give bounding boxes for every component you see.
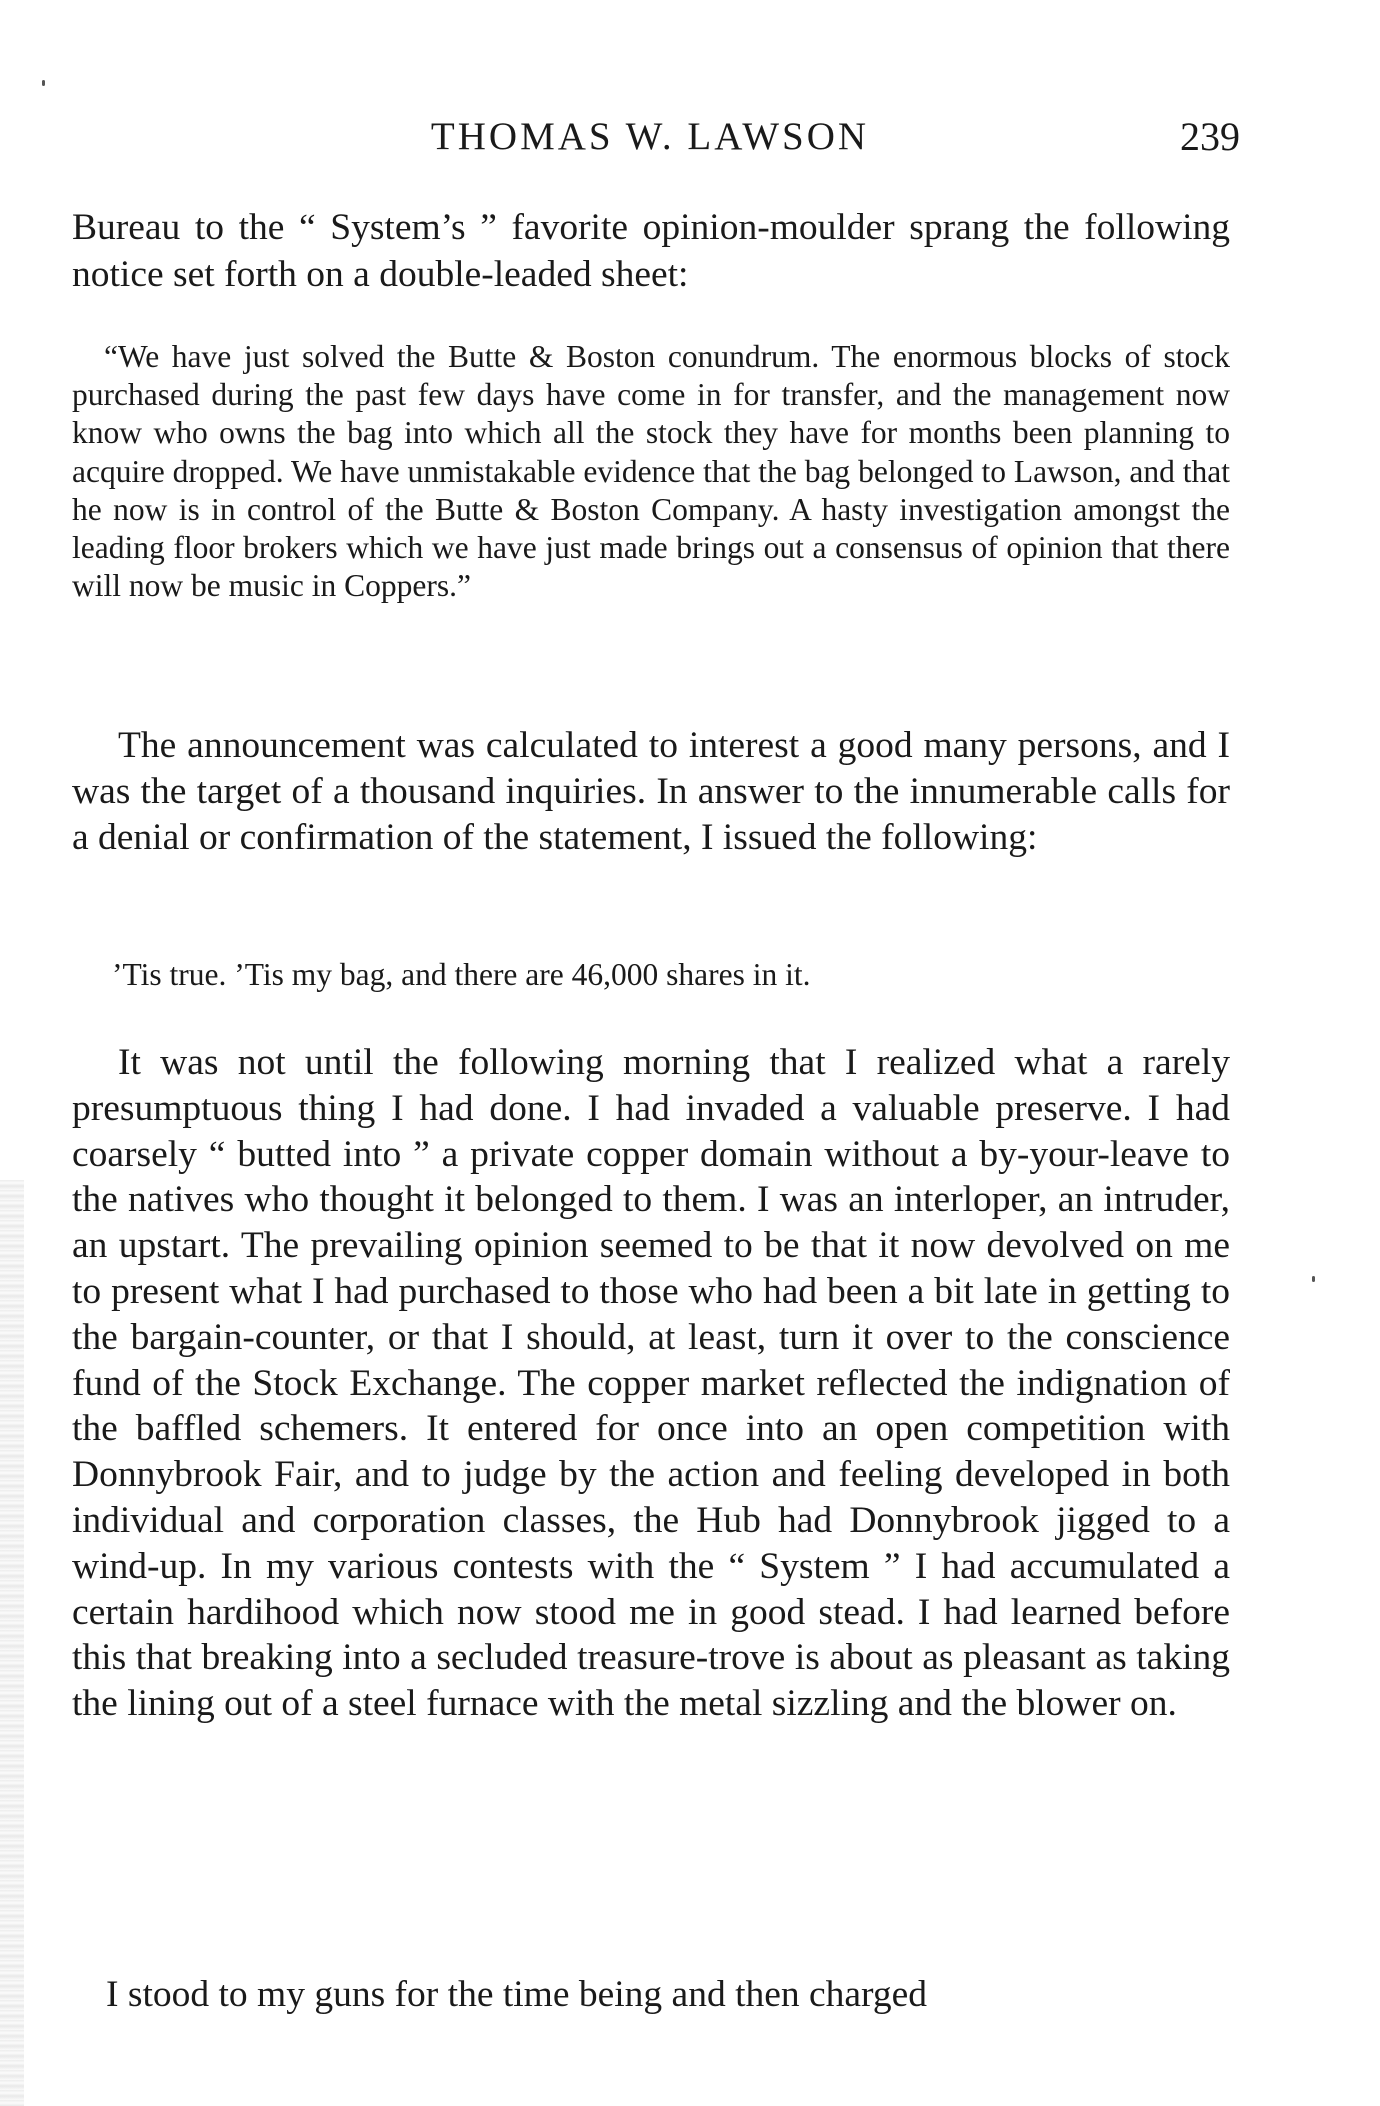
- ink-speck: [42, 80, 45, 86]
- paragraph-announcement: The announcement was calculated to interest a good many persons, and I was the target of a thousand inquiries. In answer to the innumerable calls for a denial or confirmation of the statement, I issued the following:: [72, 725, 1230, 858]
- paragraph-closing: I stood to my guns for the time being and then charged: [106, 1974, 928, 2015]
- page-number: 239: [1180, 114, 1240, 159]
- paragraph-morning: It was not until the following morning that I realized what a rarely presumptuous thing I had done. I had invaded a valuable preserve. I had coarsely “ butted into ” a private copper domain without a by-your-leave to the natives who thought it belonged to them. I was an interloper, an intruder, an upstart. The prevailing opinion seemed to be that it now devolved on me to present what I had purchased to those who had been a bit late in getting to the bargain-counter, or that I should, at least, turn it over to the conscience fund of the Stock Exchange. The copper market reflected the indignation of the baffled schemers. It entered for once into an open competition with Donnybrook Fair, and to judge by the action and feeling developed in both individual and corporation classes, the Hub had Donnybrook jigged to a wind-up. In my various contests with the “ System ” I had accumulated a certain hardihood which now stood me in good stead. I had learned before this that breaking into a secluded treasure-trove is about as pleasant as taking the lining out of a steel furnace with the metal sizzling and the blower on.: [72, 1042, 1230, 1725]
- running-head: [70, 112, 1240, 162]
- binding-edge: [0, 1180, 24, 2106]
- running-title: THOMAS W. LAWSON: [430, 115, 870, 158]
- ink-speck: [1312, 1276, 1315, 1282]
- issued-reply: ’Tis true. ’Tis my bag, and there are 46,000 shares in it.: [112, 957, 811, 992]
- quoted-notice-text: “We have just solved the Butte & Boston conundrum. The enormous blocks of stock purchased during the past few days have come in for transfer, and the management now know who owns the bag into which all the stock they have for months been planning to acquire dropped. We have unmistakable evidence that the bag belonged to Lawson, and that he now is in control of the Butte & Boston Company. A hasty investigation amongst the leading floor brokers which we have just made brings out a consensus of opinion that there will now be music in Coppers.”: [72, 339, 1230, 604]
- paragraph-opening: Bureau to the “ System’s ” favorite opinion-moulder sprang the following notice set forth on a double-leaded sheet:: [72, 207, 1230, 295]
- quoted-notice: [72, 338, 1230, 605]
